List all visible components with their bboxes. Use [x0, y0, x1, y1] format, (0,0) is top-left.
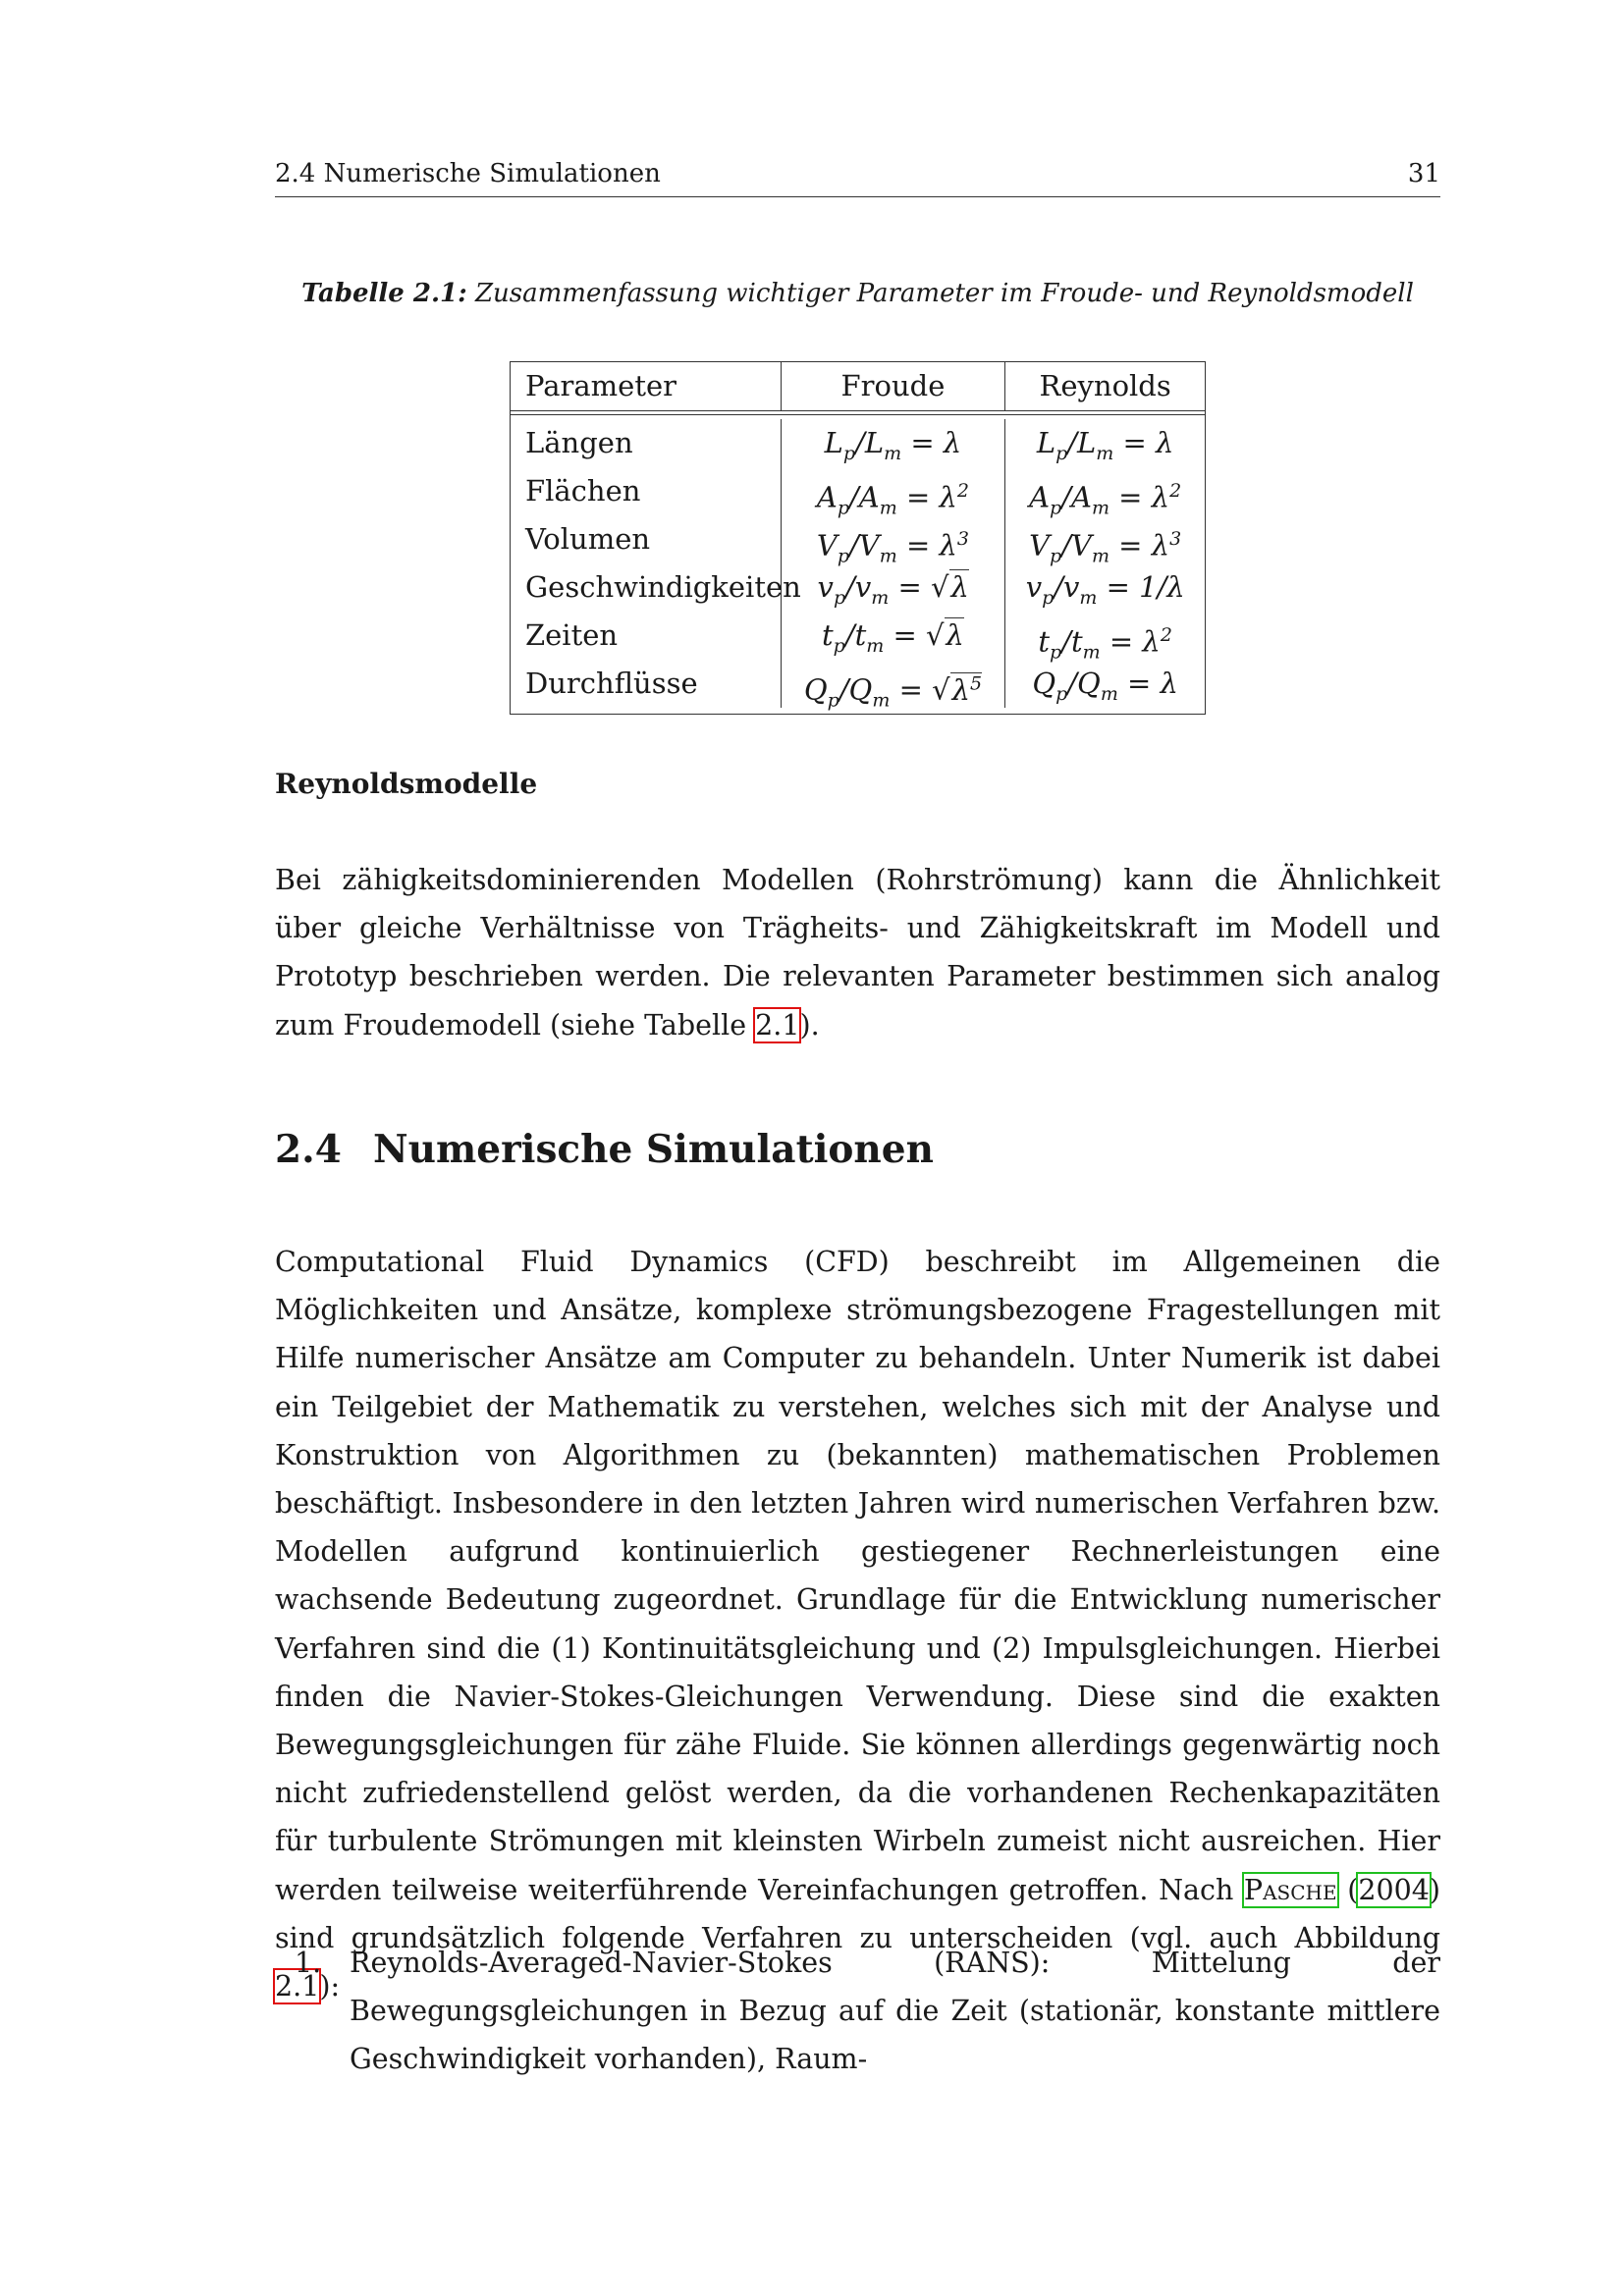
table-cell-reynolds: $A_p/A_m = \lambda^2$: [1029, 480, 1182, 519]
reynolds-paragraph: [275, 856, 1440, 1049]
table-cell-froude: $L_p/L_m = \lambda$: [782, 419, 1006, 467]
list-item: [295, 1939, 1440, 2084]
cfd-text-end: ):: [319, 1970, 341, 2003]
section-title: Numerische Simulationen: [373, 1127, 934, 1172]
list-marker: 1.: [295, 1947, 322, 1979]
header-section-title: 2.4 Numerische Simulationen: [275, 159, 661, 188]
table-header-row: [511, 362, 1205, 410]
table-cell-parameter: Volumen: [511, 515, 782, 563]
table-cell-reynolds: $t_p/t_m = \lambda^2$: [1038, 624, 1172, 664]
table-row: [511, 612, 1205, 664]
table-cell-parameter: Durchflüsse: [511, 660, 782, 708]
table-cell-parameter: Zeiten: [511, 612, 782, 660]
citation-author-link[interactable]: Pasche: [1243, 1873, 1337, 1906]
table-row: [511, 563, 1205, 612]
table-cell-reynolds: $L_p/L_m = \lambda$: [1036, 426, 1174, 464]
table-cell-parameter: Flächen: [511, 467, 782, 515]
table-cell-reynolds: $Q_p/Q_m = \lambda$: [1032, 667, 1178, 705]
citation-close: ): [1429, 1873, 1440, 1906]
table-header-froude: Froude: [782, 362, 1006, 410]
table-reference-link[interactable]: 2.1: [755, 1008, 800, 1041]
table-row: [511, 660, 1205, 712]
table-caption-label: Tabelle 2.1:: [301, 279, 467, 308]
section-heading: [275, 1127, 934, 1172]
figure-reference-link[interactable]: 2.1: [275, 1970, 320, 2003]
table-caption: [275, 277, 1440, 310]
table-row: [511, 515, 1205, 567]
reynolds-text-end: ).: [799, 1008, 820, 1041]
subsection-heading: Reynoldsmodelle: [275, 768, 538, 800]
list-item-text: Reynolds-Averaged-Navier-Stokes (RANS): Mittelung der Bewegungsgleichungen in Bezug auf die Zeit (stationär, konstante mittlere Geschwindigkeit vorhanden), Raum-: [350, 1947, 1440, 2076]
table-header-parameter: Parameter: [511, 362, 782, 410]
reynolds-text: Bei zähigkeitsdominierenden Modellen (Rohrströmung) kann die Ähnlichkeit über gleiche Verhältnisse von Trägheits- und Zähigkeitskraft im Modell und Prototyp beschrieben werden. Die relevanten Parameter bestimmen sich analog zum Froudemodell (siehe Tabelle: [275, 864, 1440, 1041]
table-caption-text: Zusammenfassung wichtiger Parameter im Froude- und Reynoldsmodell: [474, 279, 1414, 308]
citation-open: (: [1336, 1873, 1359, 1906]
section-number: 2.4: [275, 1127, 342, 1172]
table-cell-froude: $t_p/t_m = √\lambda$: [782, 612, 1006, 660]
table-cell-froude: $v_p/v_m = √\lambda$: [782, 563, 1005, 612]
table-cell-reynolds: $V_p/V_m = \lambda^3$: [1029, 528, 1182, 567]
table-cell-parameter: Geschwindigkeiten: [511, 563, 782, 612]
running-header: [275, 157, 1440, 197]
cfd-text-cont: sind grundsätzlich folgende Verfahren zu unterscheiden (vgl. auch Abbildung: [275, 1921, 1440, 1954]
table-cell-froude: $V_p/V_m = \lambda^3$: [782, 515, 1006, 563]
citation-year-link[interactable]: 2004: [1358, 1873, 1430, 1906]
table-row: [511, 419, 1205, 467]
parameter-table: [510, 361, 1206, 715]
table-header-reynolds: Reynolds: [1039, 369, 1171, 402]
cfd-text: Computational Fluid Dynamics (CFD) beschreibt im Allgemeinen die Möglichkeiten und Ansätze, komplexe strömungsbezogene Fragestellungen mit Hilfe numerischer Ansätze am Computer zu behandeln. Unter Numerik ist dabei ein Teilgebiet der Mathematik zu verstehen, welches sich mit der Analyse und Konstruktion von Algorithmen zu (bekannten) mathematischen Problemen beschäftigt. Insbesondere in den letzten Jahren wird numerischen Verfahren bzw. Modellen aufgrund kontinuierlich gestiegener Rechnerleistungen eine wachsende Bedeutung zugeordnet. Grundlage für die Entwicklung numerischer Verfahren sind die (1) Kontinuitätsgleichung und (2) Impulsgleichungen. Hierbei finden die Navier-Stokes-Gleichungen Verwendung. Diese sind die exakten Bewegungsgleichungen für zähe Fluide. Sie können allerdings gegenwärtig noch nicht zufriedenstellend gelöst werden, da die vorhandenen Rechenkapazitäten für turbulente Strömungen mit kleinsten Wirbeln zumeist nicht ausreichen. Hier werden teilweise weiterführende Vereinfachungen getroffen. Nach: [275, 1246, 1440, 1906]
table-cell-froude: $Q_p/Q_m = √\lambda^5$: [782, 660, 1006, 708]
table-row: [511, 467, 1205, 519]
cfd-paragraph: [275, 1238, 1440, 2010]
table-cell-parameter: Längen: [511, 419, 782, 467]
header-page-number: 31: [1407, 159, 1440, 188]
method-list: [295, 1939, 1440, 2084]
table-cell-reynolds: $v_p/v_m = 1/\lambda$: [1025, 570, 1185, 609]
table-body: [511, 415, 1205, 714]
table-cell-froude: $A_p/A_m = \lambda^2$: [782, 467, 1006, 515]
